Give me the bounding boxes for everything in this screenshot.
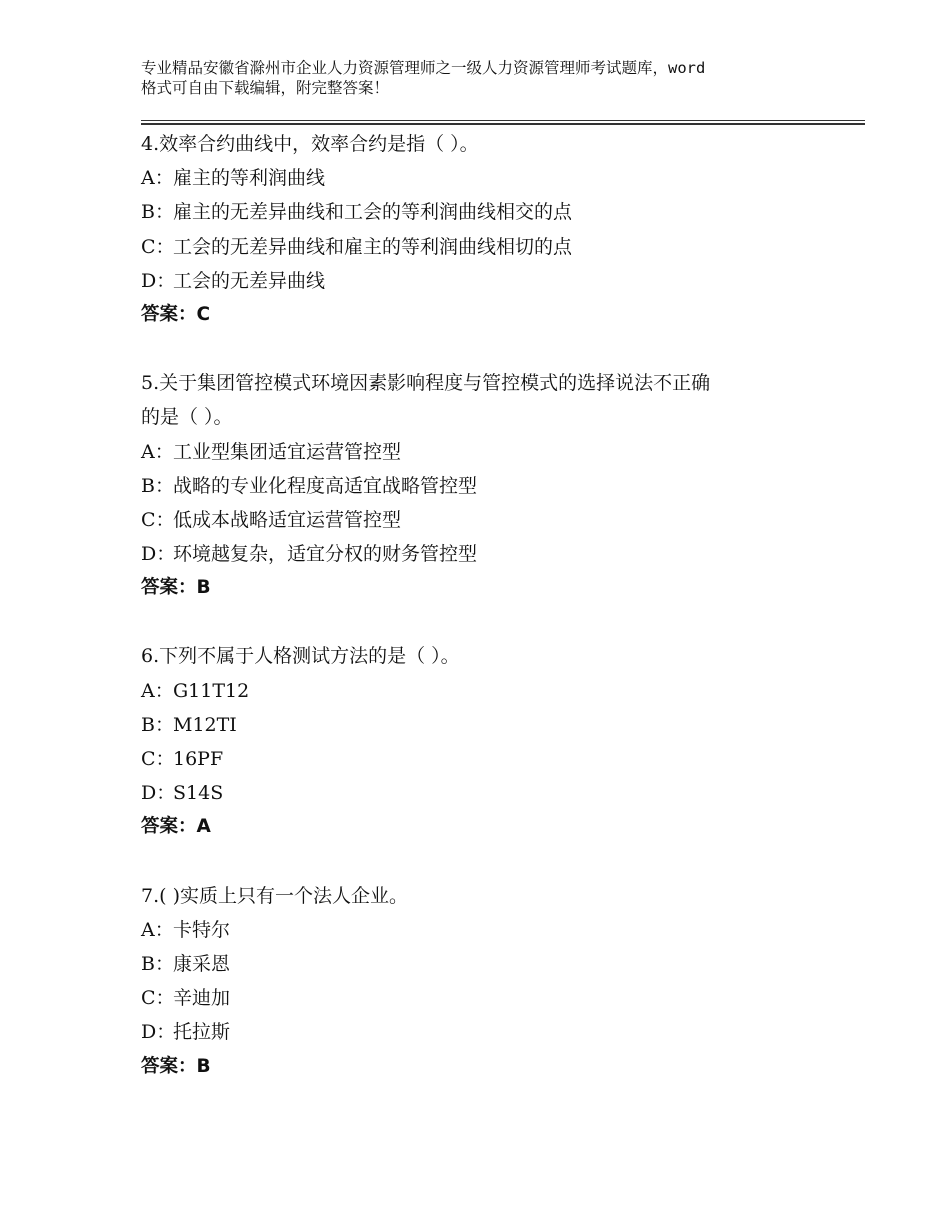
option-letter: B： [141, 474, 174, 497]
question-stem [141, 879, 865, 913]
question-stem-line: 的是（ ）。 [141, 406, 233, 429]
option-letter: A： [141, 679, 174, 702]
option-text: 16PF [173, 748, 224, 770]
question-stem [141, 639, 865, 673]
option-a [141, 435, 865, 469]
question-stem-line: 5.关于集团管控模式环境因素影响程度与管控模式的选择说法不正确 [141, 372, 711, 395]
option-text: 低成本战略适宜运营管控型 [173, 508, 402, 531]
option-b [141, 708, 865, 742]
option-b [141, 947, 865, 981]
option-d [141, 537, 865, 571]
option-text: 康采恩 [173, 952, 231, 975]
option-letter: C： [141, 748, 175, 770]
option-c [141, 981, 865, 1015]
option-letter: C： [141, 235, 175, 258]
question-4 [141, 127, 865, 332]
option-text: 工会的无差异曲线 [173, 269, 326, 292]
option-b [141, 195, 865, 229]
header-line-2: 格式可自由下载编辑，附完整答案！ [141, 79, 390, 97]
option-text: 战略的专业化程度高适宜战略管控型 [173, 474, 478, 497]
option-c [141, 230, 865, 264]
option-letter: D： [141, 269, 176, 292]
option-b [141, 469, 865, 503]
question-stem [141, 127, 865, 161]
option-d [141, 264, 865, 298]
option-text: M12TI [173, 713, 237, 736]
question-stem-line: 4.效率合约曲线中，效率合约是指（ ）。 [141, 133, 479, 155]
answer-label: 答案：C [141, 303, 211, 325]
question-6 [141, 639, 865, 844]
header-divider-thin [141, 120, 865, 121]
option-text: 辛迪加 [173, 987, 231, 1010]
option-letter: A： [141, 167, 174, 190]
option-text: 工业型集团适宜运营管控型 [173, 440, 402, 463]
option-text: 雇主的无差异曲线和工会的等利润曲线相交的点 [173, 201, 573, 224]
option-letter: D： [141, 782, 176, 805]
option-text: 环境越复杂，适宜分权的财务管控型 [173, 543, 478, 566]
option-a [141, 161, 865, 195]
option-c [141, 503, 865, 537]
option-text: 雇主的等利润曲线 [173, 167, 326, 190]
option-letter: B： [141, 201, 174, 224]
option-a [141, 913, 865, 947]
question-7 [141, 879, 865, 1084]
option-d [141, 1015, 865, 1049]
option-letter: B： [141, 952, 174, 975]
document-header [141, 58, 861, 98]
option-text: S14S [173, 782, 224, 805]
option-letter: D： [141, 543, 176, 566]
option-letter: A： [141, 440, 174, 463]
option-letter: C： [141, 508, 175, 531]
option-a [141, 674, 865, 708]
option-letter: B： [141, 713, 174, 736]
answer-label: 答案：A [141, 816, 211, 838]
header-line-1: 专业精品安徽省滁州市企业人力资源管理师之一级人力资源管理师考试题库，word [141, 59, 706, 77]
option-text: 托拉斯 [173, 1021, 231, 1044]
option-text: 工会的无差异曲线和雇主的等利润曲线相切的点 [173, 235, 573, 258]
option-letter: C： [141, 987, 175, 1010]
question-stem-line: 6.下列不属于人格测试方法的是（ ）。 [141, 645, 460, 668]
option-text: G11T12 [173, 679, 250, 702]
question-stem [141, 366, 865, 434]
option-text: 卡特尔 [173, 918, 231, 941]
option-letter: A： [141, 918, 174, 941]
option-letter: D： [141, 1021, 176, 1044]
header-divider-thick [141, 123, 865, 125]
question-5 [141, 366, 865, 605]
option-c [141, 742, 865, 776]
option-d [141, 776, 865, 810]
question-list [141, 127, 865, 1118]
answer-label: 答案：B [141, 1055, 211, 1077]
answer-label: 答案：B [141, 577, 211, 599]
question-stem-line: 7.( )实质上只有一个法人企业。 [141, 884, 408, 907]
